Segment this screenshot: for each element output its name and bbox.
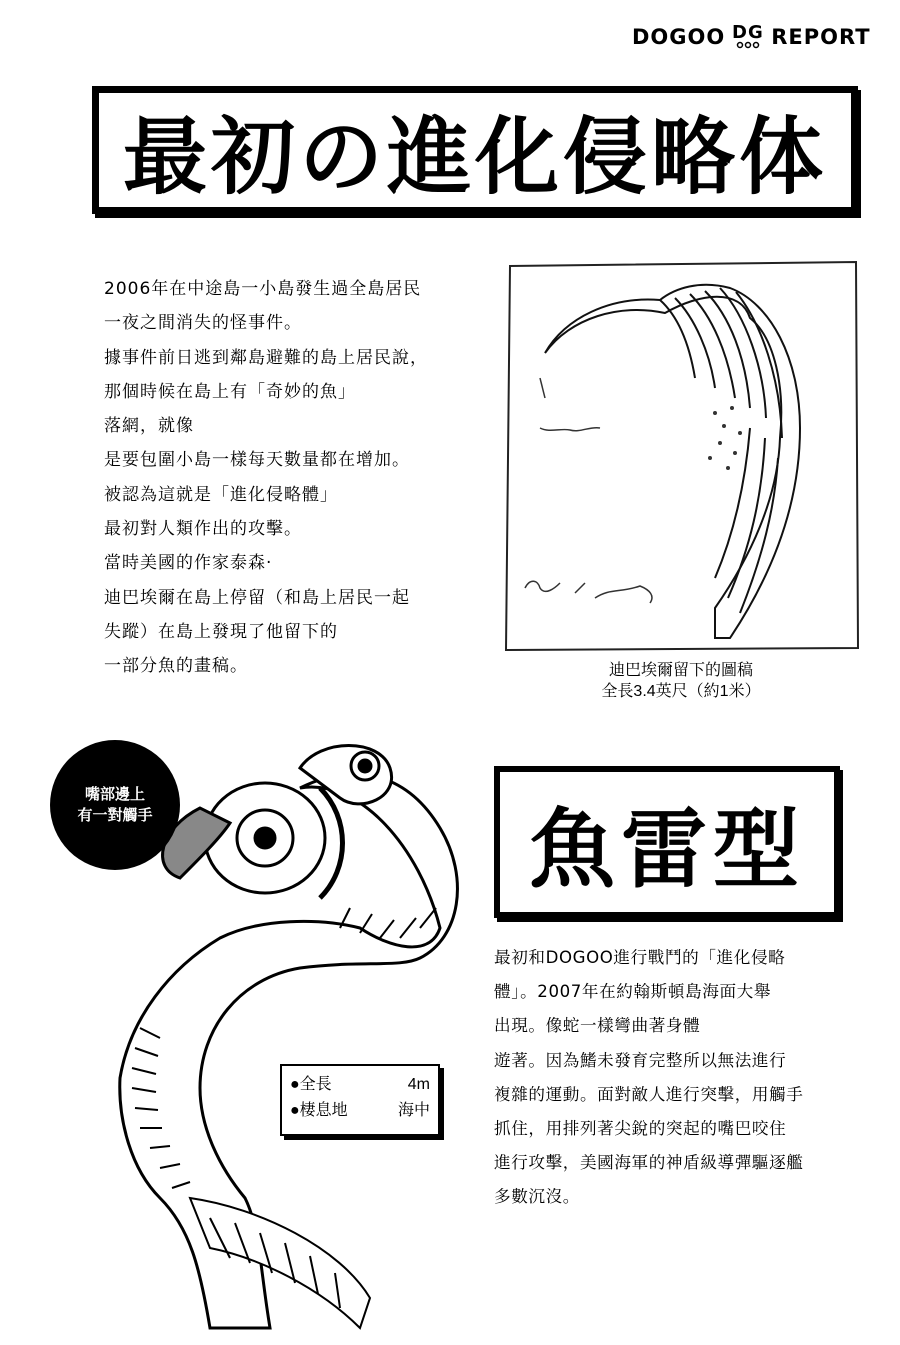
tentacle-callout	[50, 740, 180, 870]
sketch-caption	[500, 660, 862, 702]
intro-line: 最初對人類作出的攻擊。	[104, 519, 302, 540]
desc-line: 複雜的運動。面對敵人進行突擊，用觸手	[494, 1084, 804, 1104]
dg-logo-icon	[731, 20, 765, 50]
page-title: 最初の進化侵略体	[122, 107, 827, 206]
brand-right: REPORT	[771, 25, 871, 49]
desc-line: 抓住，用排列著尖銳的突起的嘴巴咬住	[494, 1119, 787, 1139]
intro-line: 2006年在中途島一小島發生過全島居民	[104, 279, 422, 299]
intro-line: 是要包圍小島一樣每天數量都在增加。	[104, 450, 410, 471]
title-frame	[92, 86, 858, 214]
brand-left: DOGOO	[632, 25, 726, 49]
intro-line: 據事件前日逃到鄰島避難的島上居民說，	[104, 347, 428, 368]
stat-label: ●棲息地	[290, 1102, 348, 1119]
stat-row	[290, 1072, 430, 1098]
stat-row	[290, 1098, 430, 1124]
brand-logo	[632, 20, 894, 54]
desc-line: 多數沉沒。	[494, 1187, 580, 1207]
stat-label: ●全長	[290, 1076, 332, 1093]
callout-line: 有一對觸手	[77, 807, 153, 824]
desc-line: 最初和DOGOO進行戰鬥的「進化侵略	[494, 948, 786, 967]
desc-line: 出現。像蛇一樣彎曲著身體	[494, 1016, 701, 1036]
intro-line: 一夜之間消失的怪事件。	[104, 313, 302, 334]
callout-line: 嘴部邊上	[84, 786, 145, 803]
desc-line: 進行攻擊，美國海軍的神盾級導彈驅逐艦	[494, 1153, 804, 1173]
brand-mark	[731, 20, 765, 55]
stat-value: 4m	[407, 1076, 430, 1093]
desc-line: 體」。2007年在約翰斯頓島海面大舉	[494, 982, 772, 1002]
description-text	[494, 941, 866, 1215]
svg-text:DG: DG	[732, 21, 764, 43]
intro-line: 落網，就像	[104, 416, 194, 437]
desc-line: 遊著。因為鰭未發育完整所以無法進行	[494, 1050, 787, 1070]
intro-line: 當時美國的作家泰森·	[104, 553, 273, 574]
intro-line: 被認為這就是「進化侵略體」	[104, 484, 338, 505]
intro-line: 失蹤）在島上發現了他留下的	[104, 621, 338, 642]
creature-stats	[280, 1064, 440, 1136]
sketch-caption-line: 迪巴埃爾留下的圖稿	[608, 662, 753, 679]
intro-line: 那個時候在島上有「奇妙的魚」	[104, 381, 356, 402]
type-name: 魚雷型	[529, 800, 805, 900]
intro-text	[104, 272, 484, 684]
fish-sketch-image	[500, 258, 862, 654]
intro-line: 迪巴埃爾在島上停留（和島上居民一起	[104, 587, 410, 608]
sketch-caption-line: 全長3.4英尺（約1米）	[601, 683, 761, 700]
stat-value: 海中	[397, 1102, 430, 1119]
type-name-frame	[494, 766, 840, 918]
intro-line: 一部分魚的畫稿。	[104, 656, 248, 677]
